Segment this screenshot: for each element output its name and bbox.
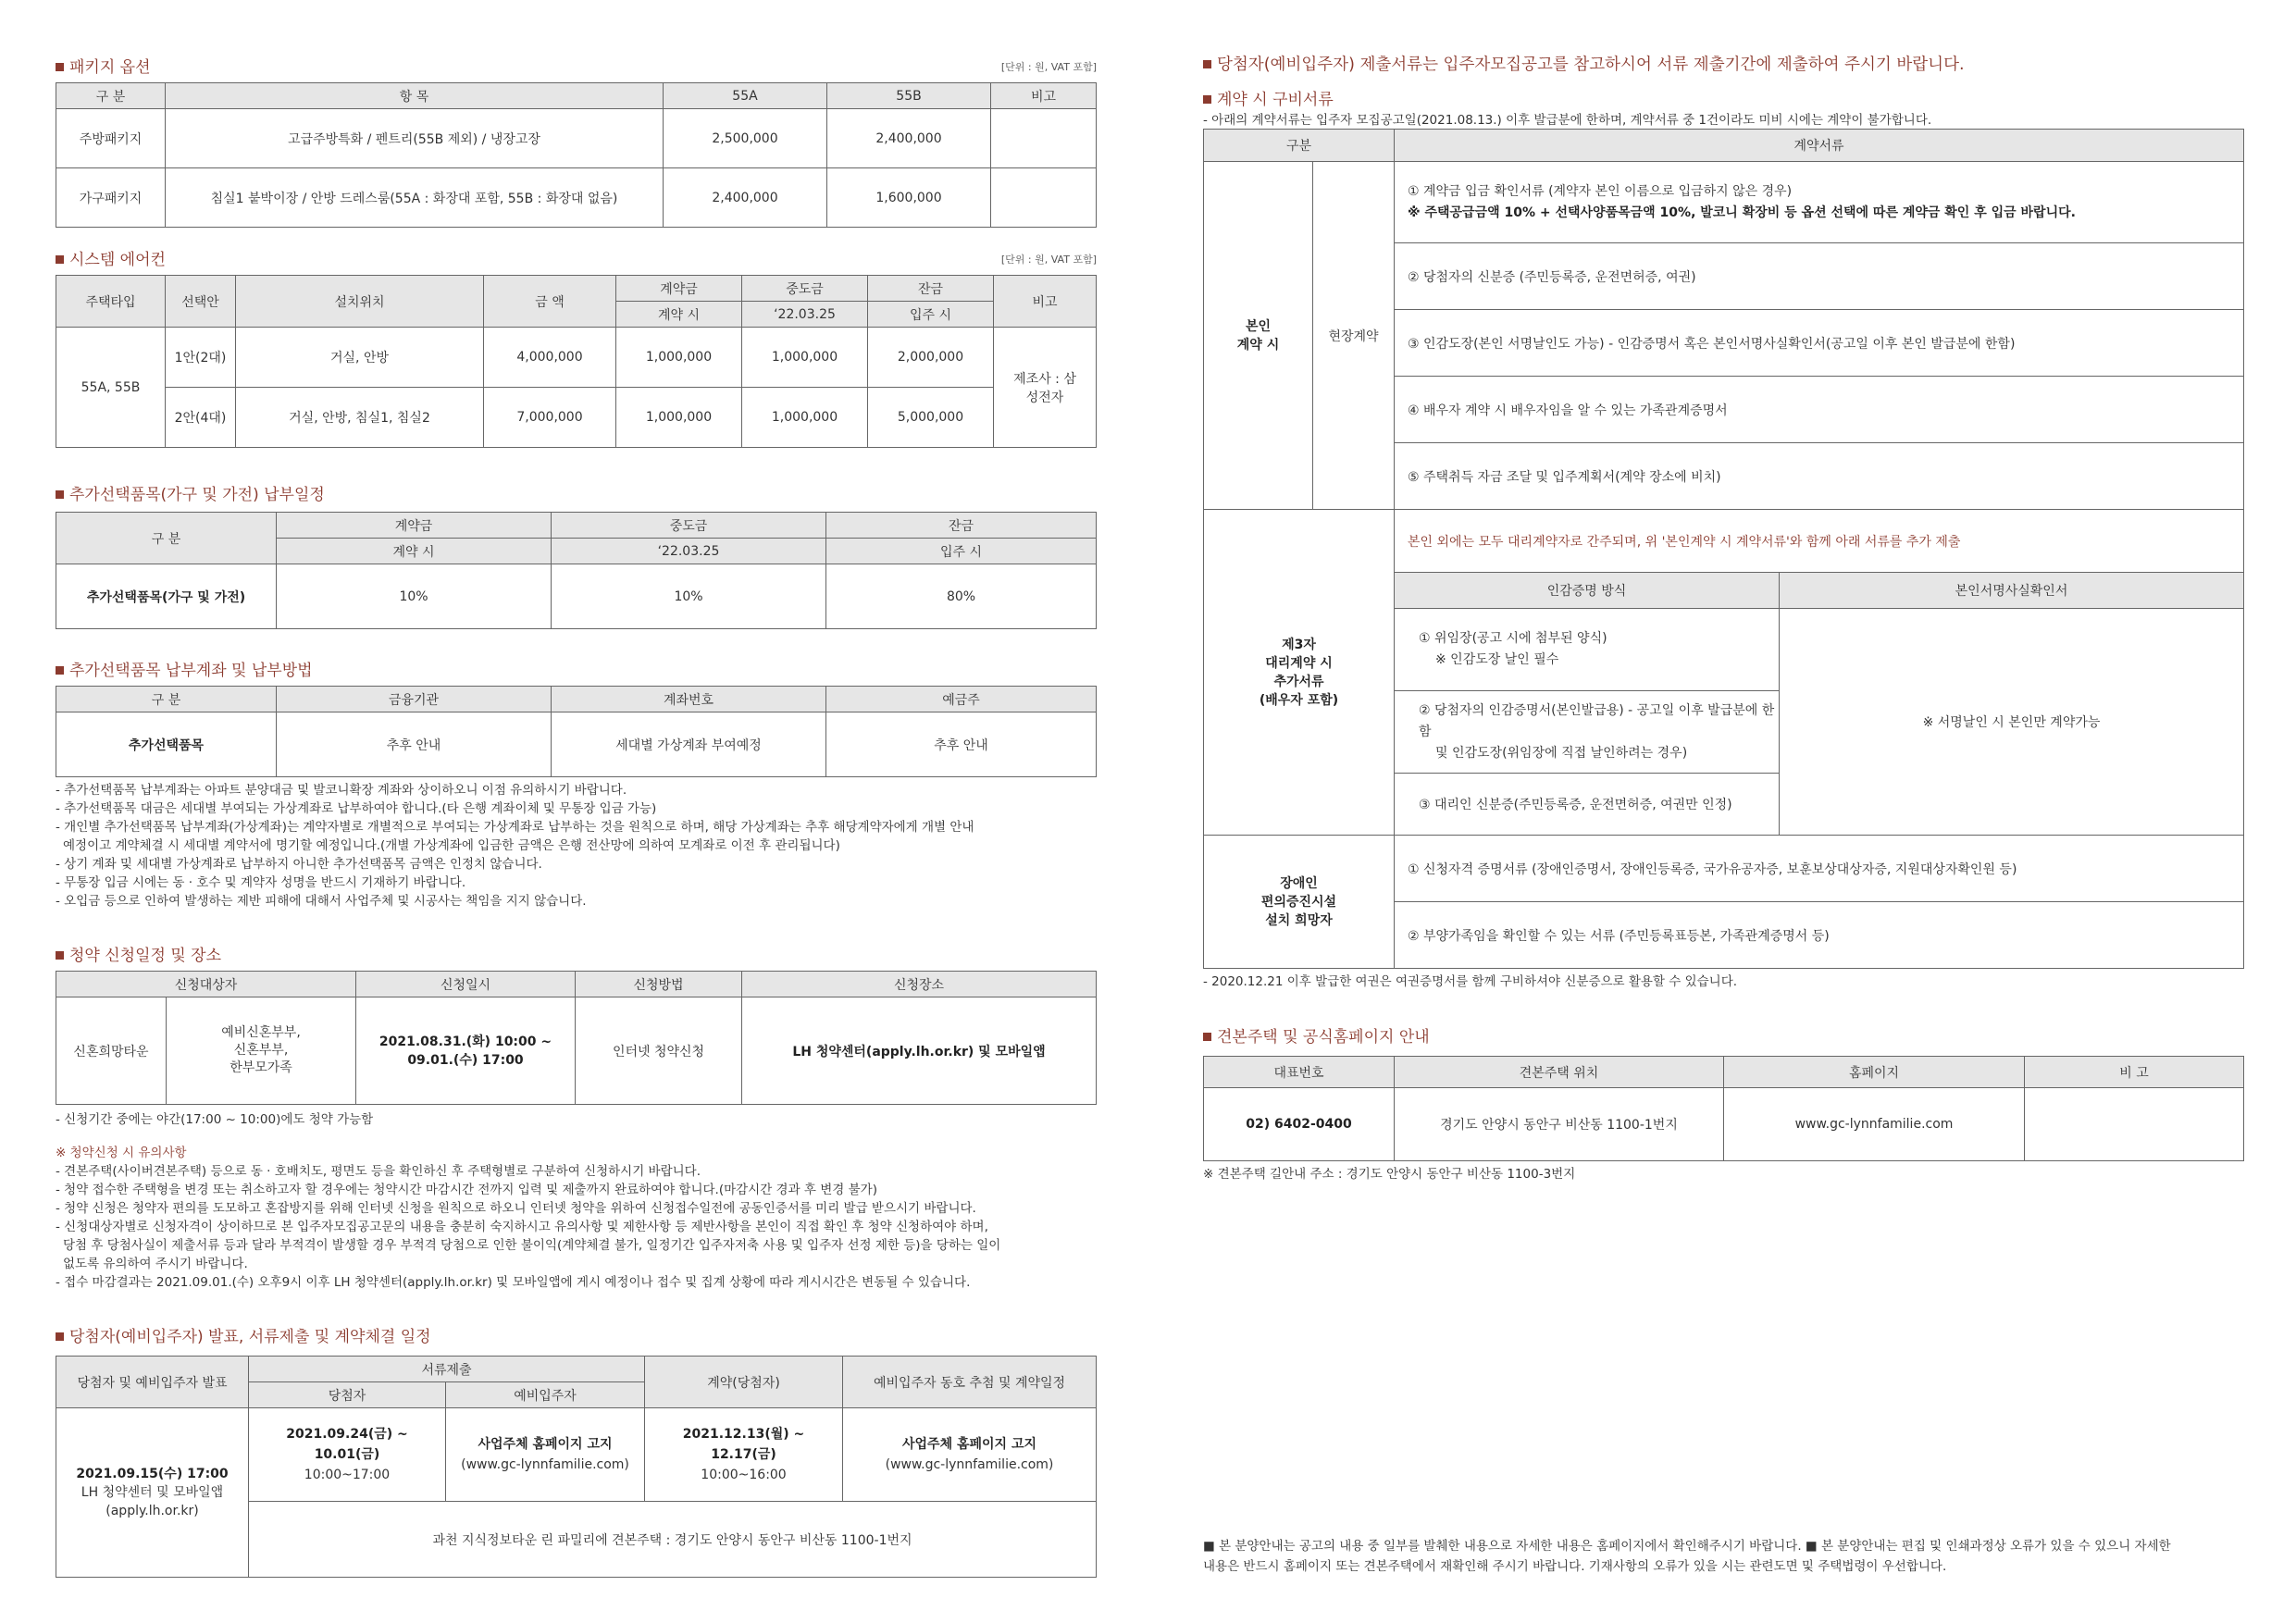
table-subheader: ‘22.03.25 xyxy=(742,302,868,328)
table-header: 55B xyxy=(827,83,991,109)
footer-disclaimer xyxy=(1203,1536,2244,1577)
table-header: 55A xyxy=(664,83,827,109)
note-line: - 개인별 추가선택품목 납부계좌(가상계좌)는 계약자별로 개별적으로 부여되는 가상계좌로 납부하는 것을 원칙으로 하며, 해당 가상계좌는 추후 해당계약자에게 개별 안내 xyxy=(56,820,974,835)
note-line: - 추가선택품목 대금은 세대별 부여되는 가상계좌로 납부하여야 합니다.(타 은행 계좌이체 및 무통장 입금 가능) xyxy=(56,801,657,816)
table-cell xyxy=(991,168,1097,228)
disabled-label: 장애인 편의증진시설 설치 희망자 xyxy=(1204,836,1395,969)
table-header: 인감증명 방식 xyxy=(1395,573,1780,609)
table-row xyxy=(1204,1088,2244,1161)
table-header: 계약(당첨자) xyxy=(645,1357,843,1408)
table-cell: 2021.09.15(수) 17:00 LH 청약센터 및 모바일앱 (apply.lh.or.kr) xyxy=(56,1408,249,1578)
note-line: - 견본주택(사이버견본주택) 등으로 동 · 호배치도, 평면도 등을 확인하신 후 주택형별로 구분하여 신청하시기 바랍니다. xyxy=(56,1164,701,1179)
section-title: 시스템 에어컨 xyxy=(56,246,1097,269)
table-cell: 침실1 붙박이장 / 안방 드레스룸(55A : 화장대 포함, 55B : 화장대 없음) xyxy=(166,168,664,228)
table-cell: 2,500,000 xyxy=(664,109,827,168)
square-bullet-icon xyxy=(56,1332,64,1341)
contract-docs-section xyxy=(1203,129,2244,991)
table-cell: 거실, 안방, 침실1, 침실2 xyxy=(236,388,484,448)
section-title: 추가선택품목(가구 및 가전) 납부일정 xyxy=(56,481,1097,504)
table-cell: 사업주체 홈페이지 고지 (www.gc-lynnfamilie.com) xyxy=(843,1408,1097,1502)
table-cell: 80% xyxy=(826,564,1097,629)
self-contract-label: 본인 계약 시 xyxy=(1204,162,1313,510)
unit-label: [단위 : 원, VAT 포함] xyxy=(1000,254,1097,266)
table-cell: 세대별 가상계좌 부여예정 xyxy=(552,712,826,777)
table-header: 신청일시 xyxy=(356,972,576,997)
table-row xyxy=(1204,510,2244,573)
table-header: 설치위치 xyxy=(236,276,484,328)
table-subheader: 예비입주자 xyxy=(446,1382,645,1408)
table-header: 신청방법 xyxy=(576,972,742,997)
extra-schedule-table xyxy=(56,512,1097,629)
table-cell: 신혼희망타운 xyxy=(56,997,167,1105)
table-cell xyxy=(991,109,1097,168)
table-cell: 7,000,000 xyxy=(484,388,616,448)
table-header: 잔금 xyxy=(826,513,1097,539)
note-line: - 청약 접수한 주택형을 변경 또는 취소하고자 할 경우에는 청약시간 마감시간 전까지 입력 및 제출까지 완료하여야 합니다.(마감시간 경과 후 변경 불가) xyxy=(56,1183,877,1197)
extra-schedule-section xyxy=(56,481,1097,629)
table-cell: 거실, 안방 xyxy=(236,328,484,388)
table-cell: 추후 안내 xyxy=(826,712,1097,777)
section-title: 견본주택 및 공식홈페이지 안내 xyxy=(1203,1023,2244,1047)
table-cell: 추가선택품목 xyxy=(56,712,277,777)
table-header-row xyxy=(56,83,1097,109)
sign-note: ※ 서명날인 시 본인만 계약가능 xyxy=(1780,609,2244,836)
note-line: 당첨 후 당첨사실이 제출서류 등과 달라 부적격이 발생할 경우 부적격 당첨으로 인한 불이익(계약체결 불가, 일정기간 입주자저축 사용 및 입주자 선정 제한 등)을 당하는 일이 xyxy=(63,1238,1001,1253)
note-line: - 오입금 등으로 인하여 발생하는 제반 피해에 대해서 사업주체 및 시공사는 책임을 지지 않습니다. xyxy=(56,894,587,909)
table-row xyxy=(56,1408,1097,1502)
table-header: 비고 xyxy=(991,83,1097,109)
table-row xyxy=(56,712,1097,777)
table-row xyxy=(56,388,1097,448)
third-party-label: 제3자 대리계약 시 추가서류 (배우자 포함) xyxy=(1204,510,1395,836)
table-row xyxy=(56,328,1097,388)
table-cell: 예비신혼부부, 신혼부부, 한부모가족 xyxy=(167,997,356,1105)
caution-list xyxy=(56,1144,1097,1292)
table-cell: 고급주방특화 / 펜트리(55B 제외) / 냉장고장 xyxy=(166,109,664,168)
table-cell: 1,000,000 xyxy=(742,388,868,448)
table-header: 구 분 xyxy=(56,83,166,109)
extra-account-table xyxy=(56,686,1097,777)
table-header: 잔금 xyxy=(868,276,994,302)
table-header: 예금주 xyxy=(826,687,1097,712)
section-title: 당첨자(예비입주자) 발표, 서류제출 및 계약체결 일정 xyxy=(56,1323,1097,1346)
table-cell: 2,400,000 xyxy=(664,168,827,228)
square-bullet-icon xyxy=(56,63,64,71)
table-row xyxy=(56,564,1097,629)
passport-note: - 2020.12.21 이후 발급한 여권은 여권증명서를 함께 구비하셔야 신분증으로 활용할 수 있습니다. xyxy=(1203,974,1738,989)
table-cell: 2,400,000 xyxy=(827,109,991,168)
table-header: 금융기관 xyxy=(277,687,552,712)
section-title: 패키지 옵션 xyxy=(56,54,1097,77)
table-subheader: ‘22.03.25 xyxy=(552,539,826,564)
model-house-table xyxy=(1203,1056,2244,1161)
footer-line: 내용은 반드시 홈페이지 또는 견본주택에서 재확인해 주시기 바랍니다. 기재사항의 오류가 있을 시는 관련도면 및 주택법령이 우선합니다. xyxy=(1203,1559,1947,1574)
onsite-contract-label: 현장계약 xyxy=(1313,162,1395,510)
table-cell: 55A, 55B xyxy=(56,328,166,448)
doc-item: ② 당첨자의 신분증 (주민등록증, 운전면허증, 여권) xyxy=(1395,243,2244,310)
table-header: 견본주택 위치 xyxy=(1395,1057,1724,1088)
table-header: 계약금 xyxy=(616,276,742,302)
table-header: 본인서명사실확인서 xyxy=(1780,573,2244,609)
table-row xyxy=(56,168,1097,228)
doc-item: ④ 배우자 계약 시 배우자임을 알 수 있는 가족관계증명서 xyxy=(1395,377,2244,443)
square-bullet-icon xyxy=(1203,1033,1211,1041)
doc-item: ② 부양가족임을 확인할 수 있는 서류 (주민등록표등본, 가족관계증명서 등) xyxy=(1395,902,2244,969)
table-row xyxy=(56,109,1097,168)
table-header: 비고 xyxy=(994,276,1097,328)
package-section xyxy=(56,54,1097,228)
doc-item: ③ 인감도장(본인 서명날인도 가능) - 인감증명서 혹은 본인서명사실확인서(공고일 이후 본인 발급분에 한함) xyxy=(1395,310,2244,377)
docs-header xyxy=(1203,52,2244,130)
winner-section xyxy=(56,1323,1097,1578)
note-line: - 청약 신청은 청약자 편의를 도모하고 혼잡방지를 위해 인터넷 신청을 원칙으로 하오니 인터넷 청약을 위하여 신청접수일전에 공동인증서를 미리 발급 받으시기 바랍니다. xyxy=(56,1201,976,1216)
table-header: 신청대상자 xyxy=(56,972,356,997)
third-party-note: 본인 외에는 모두 대리계약자로 간주되며, 위 '본인계약 시 계약서류'와 함께 아래 서류를 추가 제출 xyxy=(1395,510,2244,573)
note-line: - 접수 마감결과는 2021.09.01.(수) 오후9시 이후 LH 청약센터(apply.lh.or.kr) 및 모바일앱에 게시 예정이나 접수 및 집계 상황에 따라 게시시간은 변동될 수 있습니다. xyxy=(56,1275,971,1290)
table-cell: 5,000,000 xyxy=(868,388,994,448)
table-header: 구분 xyxy=(1204,130,1395,162)
table-row xyxy=(56,997,1097,1105)
table-subheader: 계약 시 xyxy=(616,302,742,328)
table-header: 항 목 xyxy=(166,83,664,109)
table-subheader: 입주 시 xyxy=(826,539,1097,564)
main-title: 당첨자(예비입주자) 제출서류는 입주자모집공고를 참고하시어 서류 제출기간에 제출하여 주시기 바랍니다. xyxy=(1203,52,2244,75)
unit-label: [단위 : 원, VAT 포함] xyxy=(1000,61,1097,73)
table-cell: 추가선택품목(가구 및 가전) xyxy=(56,564,277,629)
square-bullet-icon xyxy=(56,490,64,499)
table-header: 서류제출 xyxy=(249,1357,645,1382)
caution-title: ※ 청약신청 시 유의사항 xyxy=(56,1146,187,1160)
table-header: 중도금 xyxy=(552,513,826,539)
square-bullet-icon xyxy=(56,255,64,264)
table-cell: 1,000,000 xyxy=(616,388,742,448)
table-header: 주택타입 xyxy=(56,276,166,328)
table-cell: 10% xyxy=(277,564,552,629)
table-header: 당첨자 및 예비입주자 발표 xyxy=(56,1357,249,1408)
table-subheader: 당첨자 xyxy=(249,1382,446,1408)
table-cell: 10% xyxy=(552,564,826,629)
table-header: 선택안 xyxy=(166,276,236,328)
table-row xyxy=(1204,162,2244,243)
table-cell: 4,000,000 xyxy=(484,328,616,388)
table-cell: 인터넷 청약신청 xyxy=(576,997,742,1105)
table-subheader: 계약 시 xyxy=(277,539,552,564)
table-cell: 사업주체 홈페이지 고지 (www.gc-lynnfamilie.com) xyxy=(446,1408,645,1502)
doc-item: ① 신청자격 증명서류 (장애인증명서, 장애인등록증, 국가유공자증, 보훈보상대상자증, 지원대상자확인원 등) xyxy=(1395,836,2244,902)
doc-item: ① 계약금 입금 확인서류 (계약자 본인 이름으로 입금하지 않은 경우) ※ 주택공급금액 10% + 선택사양품목금액 10%, 발코니 확장비 등 옵션 선택에 따른 계약금 확인 후 입금 바랍니다. xyxy=(1395,162,2244,243)
table-cell: 1안(2대) xyxy=(166,328,236,388)
table-header: 중도금 xyxy=(742,276,868,302)
extra-account-section xyxy=(56,657,1097,911)
doc-item: ⑤ 주택취득 자금 조달 및 입주계획서(계약 장소에 비치) xyxy=(1395,443,2244,510)
table-row xyxy=(1204,836,2244,902)
table-cell: 주방패키지 xyxy=(56,109,166,168)
table-cell: 2021.12.13(월) ~ 12.17(금) 10:00~16:00 xyxy=(645,1408,843,1502)
table-cell: 1,000,000 xyxy=(616,328,742,388)
note-line: - 무통장 입금 시에는 동 · 호수 및 계약자 성명을 반드시 기재하기 바랍니다. xyxy=(56,875,466,890)
table-cell: 가구패키지 xyxy=(56,168,166,228)
table-cell: 2,000,000 xyxy=(868,328,994,388)
aircon-table xyxy=(56,275,1097,448)
phone-number: 02) 6402-0400 xyxy=(1204,1088,1395,1161)
model-house-section xyxy=(1203,1023,2244,1183)
winner-table xyxy=(56,1356,1097,1578)
section-title: 청약 신청일정 및 장소 xyxy=(56,942,1097,965)
directions-note: ※ 견본주택 길안내 주소 : 경기도 안양시 동안구 비산동 1100-3번지 xyxy=(1203,1167,1576,1182)
square-bullet-icon xyxy=(1203,95,1211,104)
note-line: - 신청대상자별로 신청자격이 상이하므로 본 입주자모집공고문의 내용을 충분히 숙지하시고 유의사항 및 제한사항 등 제반사항을 본인이 직접 확인 후 청약 신청하여야 하며, xyxy=(56,1220,988,1234)
square-bullet-icon xyxy=(1203,60,1211,68)
manufacturer-note: 제조사 : 삼성전자 xyxy=(994,328,1097,448)
square-bullet-icon xyxy=(56,951,64,960)
notes-list xyxy=(56,781,1097,911)
doc-item: ③ 대리인 신분증(주민등록증, 운전면허증, 여권만 인정) xyxy=(1395,774,1780,836)
table-header: 구 분 xyxy=(56,513,277,564)
table-cell: 2021.09.24(금) ~ 10.01(금) 10:00~17:00 xyxy=(249,1408,446,1502)
table-header: 대표번호 xyxy=(1204,1057,1395,1088)
contract-note: - 아래의 계약서류는 입주자 모집공고일(2021.08.13.) 이후 발급분에 한하며, 계약서류 중 1건이라도 미비 시에는 계약이 불가합니다. xyxy=(1203,113,1932,128)
homepage-link[interactable]: www.gc-lynnfamilie.com xyxy=(1724,1088,2025,1161)
note-line: - 추가선택품목 납부계좌는 아파트 분양대금 및 발코니확장 계좌와 상이하오니 이점 유의하시기 바랍니다. xyxy=(56,783,627,798)
doc-item: ② 당첨자의 인감증명서(본인발급용) - 공고일 이후 발급분에 한함 및 인감도장(위임장에 직접 날인하려는 경우) xyxy=(1395,691,1780,774)
apply-table xyxy=(56,971,1097,1105)
table-header: 신청장소 xyxy=(742,972,1097,997)
section-title: 계약 시 구비서류 xyxy=(1203,86,2244,109)
apply-section xyxy=(56,942,1097,1292)
note-line: 없도록 유의하여 주시기 바랍니다. xyxy=(63,1257,248,1271)
model-house-location: 경기도 안양시 동안구 비산동 1100-1번지 xyxy=(1395,1088,1724,1161)
table-header: 홈페이지 xyxy=(1724,1057,2025,1088)
table-cell: 1,600,000 xyxy=(827,168,991,228)
model-house-cell: 과천 지식정보타운 린 파밀리에 견본주택 : 경기도 안양시 동안구 비산동 1100-1번지 xyxy=(249,1502,1097,1578)
table-header: 비 고 xyxy=(2025,1057,2244,1088)
table-cell: 1,000,000 xyxy=(742,328,868,388)
table-cell xyxy=(2025,1088,2244,1161)
table-cell: 2안(4대) xyxy=(166,388,236,448)
table-header: 계좌번호 xyxy=(552,687,826,712)
table-cell: LH 청약센터(apply.lh.or.kr) 및 모바일앱 xyxy=(742,997,1097,1105)
table-header: 구 분 xyxy=(56,687,277,712)
package-table xyxy=(56,82,1097,228)
note-line: 예정이고 계약체결 시 세대별 계약서에 명기할 예정입니다.(개별 가상계좌에 입금한 금액은 은행 전산망에 의하여 모계좌로 이전 후 관리됩니다) xyxy=(63,838,840,853)
apply-note: - 신청기간 중에는 야간(17:00 ~ 10:00)에도 청약 가능함 xyxy=(56,1112,374,1127)
square-bullet-icon xyxy=(56,666,64,675)
note-line: - 상기 계좌 및 세대별 가상계좌로 납부하지 아니한 추가선택품목 금액은 인정치 않습니다. xyxy=(56,857,542,872)
aircon-section xyxy=(56,246,1097,448)
table-subheader: 입주 시 xyxy=(868,302,994,328)
footer-line: ■ 본 분양안내는 공고의 내용 중 일부를 발췌한 내용으로 자세한 내용은 홈페이지에서 확인해주시기 바랍니다. ■ 본 분양안내는 편집 및 인쇄과정상 오류가 있을 수 있으니 자세한 xyxy=(1203,1539,2171,1554)
table-cell: 추후 안내 xyxy=(277,712,552,777)
table-header: 계약금 xyxy=(277,513,552,539)
table-header: 계약서류 xyxy=(1395,130,2244,162)
table-header: 예비입주자 동호 추첨 및 계약일정 xyxy=(843,1357,1097,1408)
contract-docs-table xyxy=(1203,129,2244,969)
table-cell: 2021.08.31.(화) 10:00 ~ 09.01.(수) 17:00 xyxy=(356,997,576,1105)
doc-item: ① 위임장(공고 시에 첨부된 양식) ※ 인감도장 날인 필수 xyxy=(1395,609,1780,691)
table-header: 금 액 xyxy=(484,276,616,328)
section-title: 추가선택품목 납부계좌 및 납부방법 xyxy=(56,657,1097,680)
